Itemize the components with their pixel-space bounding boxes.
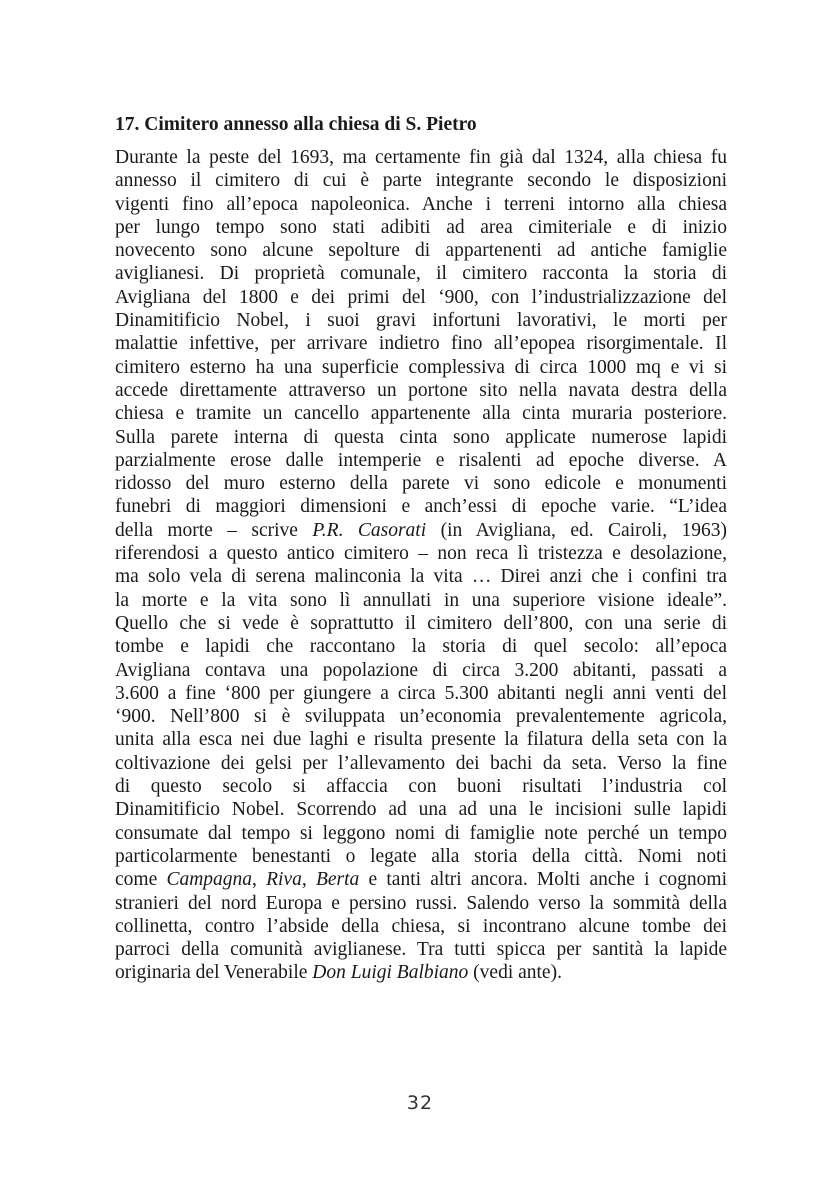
text-line: Quello che si vede è soprattutto il cimitero dell’800, con una serie di [115,612,727,634]
text-line: per lungo tempo sono stati adibiti ad area cimiteriale e di inizio [115,216,727,238]
text-line: Sulla parete interna di questa cinta sono applicate numerose lapidi [115,426,727,448]
text-span: (vedi ante). [468,962,562,984]
text-line: parroci della comunità aviglianese. Tra tutti spicca per santità la lapide [115,939,727,961]
text-line: chiesa e tramite un cancello appartenente alla cinta muraria posteriore. [115,403,727,425]
person-name-italic: Don Luigi Balbiano [312,962,469,984]
text-line: Avigliana contava una popolazione di circa 3.200 abitanti, passati a [115,659,727,681]
section-title: 17. Cimitero annesso alla chiesa di S. Pietro [115,114,477,135]
text-line: accede direttamente attraverso un portone sito nella navata destra della [115,379,727,401]
text-line: malattie infettive, per arrivare indietro fino all’epopea risorgimentale. Il [115,333,727,355]
text-line: di questo secolo si affaccia con buoni risultati l’industria col [115,776,727,798]
text-line: annesso il cimitero di cui è parte integrante secondo le disposizioni [115,170,727,192]
author-name-italic: P.R. Casorati [312,519,427,541]
text-line: novecento sono alcune sepolture di appartenenti ad antiche famiglie [115,240,727,262]
text-span: e tanti altri ancora. Molti anche i cognomi [359,869,728,891]
text-line: funebri di maggiori dimensioni e anch’essi di epoche varie. “L’idea [115,496,727,518]
family-name-italic: Campagna [166,869,253,891]
text-span: della morte – scrive [115,519,313,541]
text-line: Durante la peste del 1693, ma certamente fin già dal 1324, alla chiesa fu [115,147,727,168]
text-span: , [301,869,316,891]
text-line: vigenti fino all’epoca napoleonica. Anche i terreni intorno alla chiesa [115,193,727,215]
family-name-italic: Berta [315,869,360,891]
text-line: Dinamitificio Nobel. Scorrendo ad una ad una le incisioni sulle lapidi [115,799,727,821]
text-line: ‘900. Nell’800 si è sviluppata un’economia prevalentemente agricola, [115,706,727,728]
text-span: (in Avigliana, ed. Cairoli, 1963) [426,519,727,541]
page-number: 32 [406,1092,434,1114]
text-line: tombe e lapidi che raccontano la storia di quel secolo: all’epoca [115,636,727,658]
text-line: coltivazione dei gelsi per l’allevamento dei bachi da seta. Verso la fine [115,752,727,774]
text-line: ma solo vela di serena malinconia la vita … Direi anzi che i confini tra [115,566,727,588]
text-span: , [252,869,267,891]
text-line: Avigliana del 1800 e dei primi del ‘900, con l’industrializzazione del [115,286,727,308]
text-line [115,961,727,984]
text-line: ridosso del muro esterno della parete vi sono edicole e monumenti [115,473,727,495]
text-span: come [115,869,167,891]
text-line: parzialmente erose dalle intemperie e risalenti ad epoche diverse. A [115,449,727,471]
text-line: unita alla esca nei due laghi e risulta presente la filatura della seta con la [115,729,727,751]
text-line: consumate dal tempo si leggono nomi di famiglie note perché un tempo [115,822,727,844]
family-name-italic: Riva [266,869,302,891]
text-line: aviglianesi. Di proprietà comunale, il cimitero racconta la storia di [115,263,727,285]
text-line: stranieri del nord Europa e persino russi. Salendo verso la sommità della [115,892,727,914]
text-line: 3.600 a fine ‘800 per giungere a circa 5.300 abitanti negli anni venti del [115,682,727,704]
text-line: cimitero esterno ha una superficie complessiva di circa 1000 mq e vi si [115,356,727,378]
text-line: particolarmente benestanti o legate alla storia della città. Nomi noti [115,845,727,867]
text-line: collinetta, contro l’abside della chiesa, si incontrano alcune tombe dei [115,915,727,937]
text-line: la morte e la vita sono lì annullati in una superiore visione ideale”. [115,589,727,611]
text-span: originaria del Venerabile [115,962,313,984]
text-line [115,868,727,891]
text-line: riferendosi a questo antico cimitero – non reca lì tristezza e desolazione, [115,543,727,565]
body-text [115,146,727,985]
text-line [115,519,727,542]
text-line: Dinamitificio Nobel, i suoi gravi infortuni lavorativi, le morti per [115,310,727,332]
